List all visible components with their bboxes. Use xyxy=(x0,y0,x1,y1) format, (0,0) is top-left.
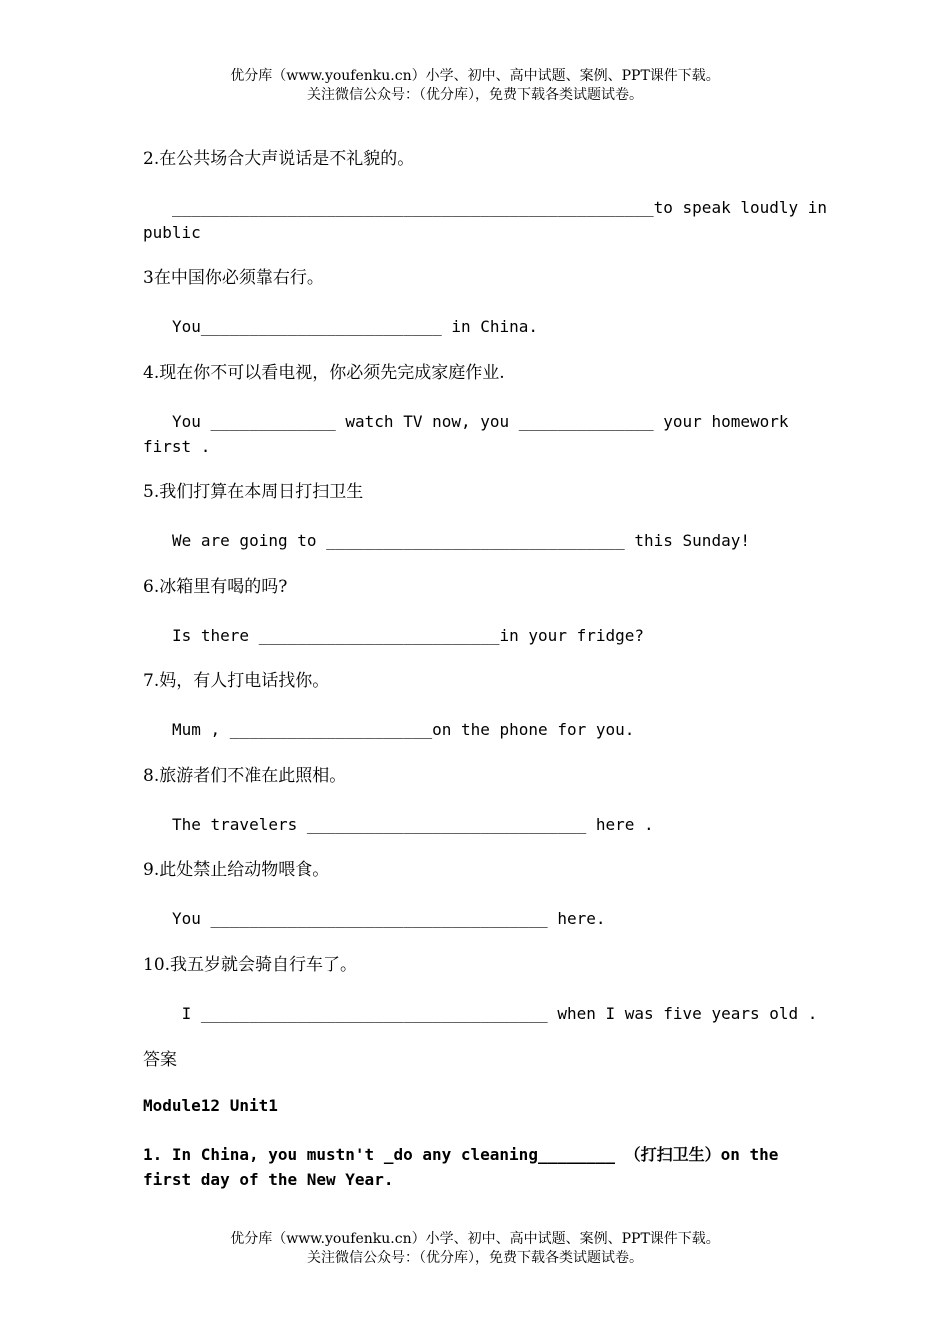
question-7-answer: Mum , _____________________on the phone for you. xyxy=(172,720,635,739)
question-7-prompt: 7.妈，有人打电话找你。 xyxy=(143,671,330,691)
question-9-answer: You ___________________________________ here. xyxy=(172,909,606,928)
question-2-answer-line-1: __________________________________________________to speak loudly in xyxy=(172,198,828,217)
answer-1-line-1: 1. In China, you mustn't _do any cleaning________ （打扫卫生）on the xyxy=(143,1145,779,1164)
footer-line-1: 优分库（www.youfenku.cn）小学、初中、高中试题、案例、PPT课件下载。 xyxy=(230,1231,720,1247)
question-6-answer: Is there _________________________in your fridge? xyxy=(172,626,645,645)
question-10-answer: I ____________________________________ when I was five years old . xyxy=(172,1004,818,1023)
question-8-answer: The travelers _____________________________ here . xyxy=(172,815,654,834)
answers-title: 答案 xyxy=(143,1050,177,1070)
question-4-answer-line-1: You _____________ watch TV now, you ______________ your homework xyxy=(172,412,789,431)
module-title: Module12 Unit1 xyxy=(143,1096,278,1115)
question-10-prompt: 10.我五岁就会骑自行车了。 xyxy=(143,955,358,975)
page-footer xyxy=(0,1230,950,1268)
question-2-prompt: 2.在公共场合大声说话是不礼貌的。 xyxy=(143,149,415,169)
page-header xyxy=(0,67,950,105)
question-5-answer: We are going to _______________________________ this Sunday! xyxy=(172,531,750,550)
header-line-1: 优分库（www.youfenku.cn）小学、初中、高中试题、案例、PPT课件下载。 xyxy=(230,68,720,84)
question-3-prompt: 3在中国你必须靠右行。 xyxy=(143,268,324,288)
question-2-answer-line-2: public xyxy=(143,223,201,242)
question-5-prompt: 5.我们打算在本周日打扫卫生 xyxy=(143,482,364,502)
question-4-answer-line-2: first . xyxy=(143,437,211,456)
question-8-prompt: 8.旅游者们不准在此照相。 xyxy=(143,766,347,786)
footer-line-2: 关注微信公众号：（优分库），免费下载各类试题试卷。 xyxy=(307,1250,643,1266)
header-line-2: 关注微信公众号：（优分库），免费下载各类试题试卷。 xyxy=(307,87,643,103)
question-3-answer: You_________________________ in China. xyxy=(172,317,539,336)
question-4-prompt: 4.现在你不可以看电视，你必须先完成家庭作业. xyxy=(143,363,505,383)
question-6-prompt: 6.冰箱里有喝的吗? xyxy=(143,577,288,597)
answer-1-line-2: first day of the New Year. xyxy=(143,1170,394,1189)
question-9-prompt: 9.此处禁止给动物喂食。 xyxy=(143,860,330,880)
